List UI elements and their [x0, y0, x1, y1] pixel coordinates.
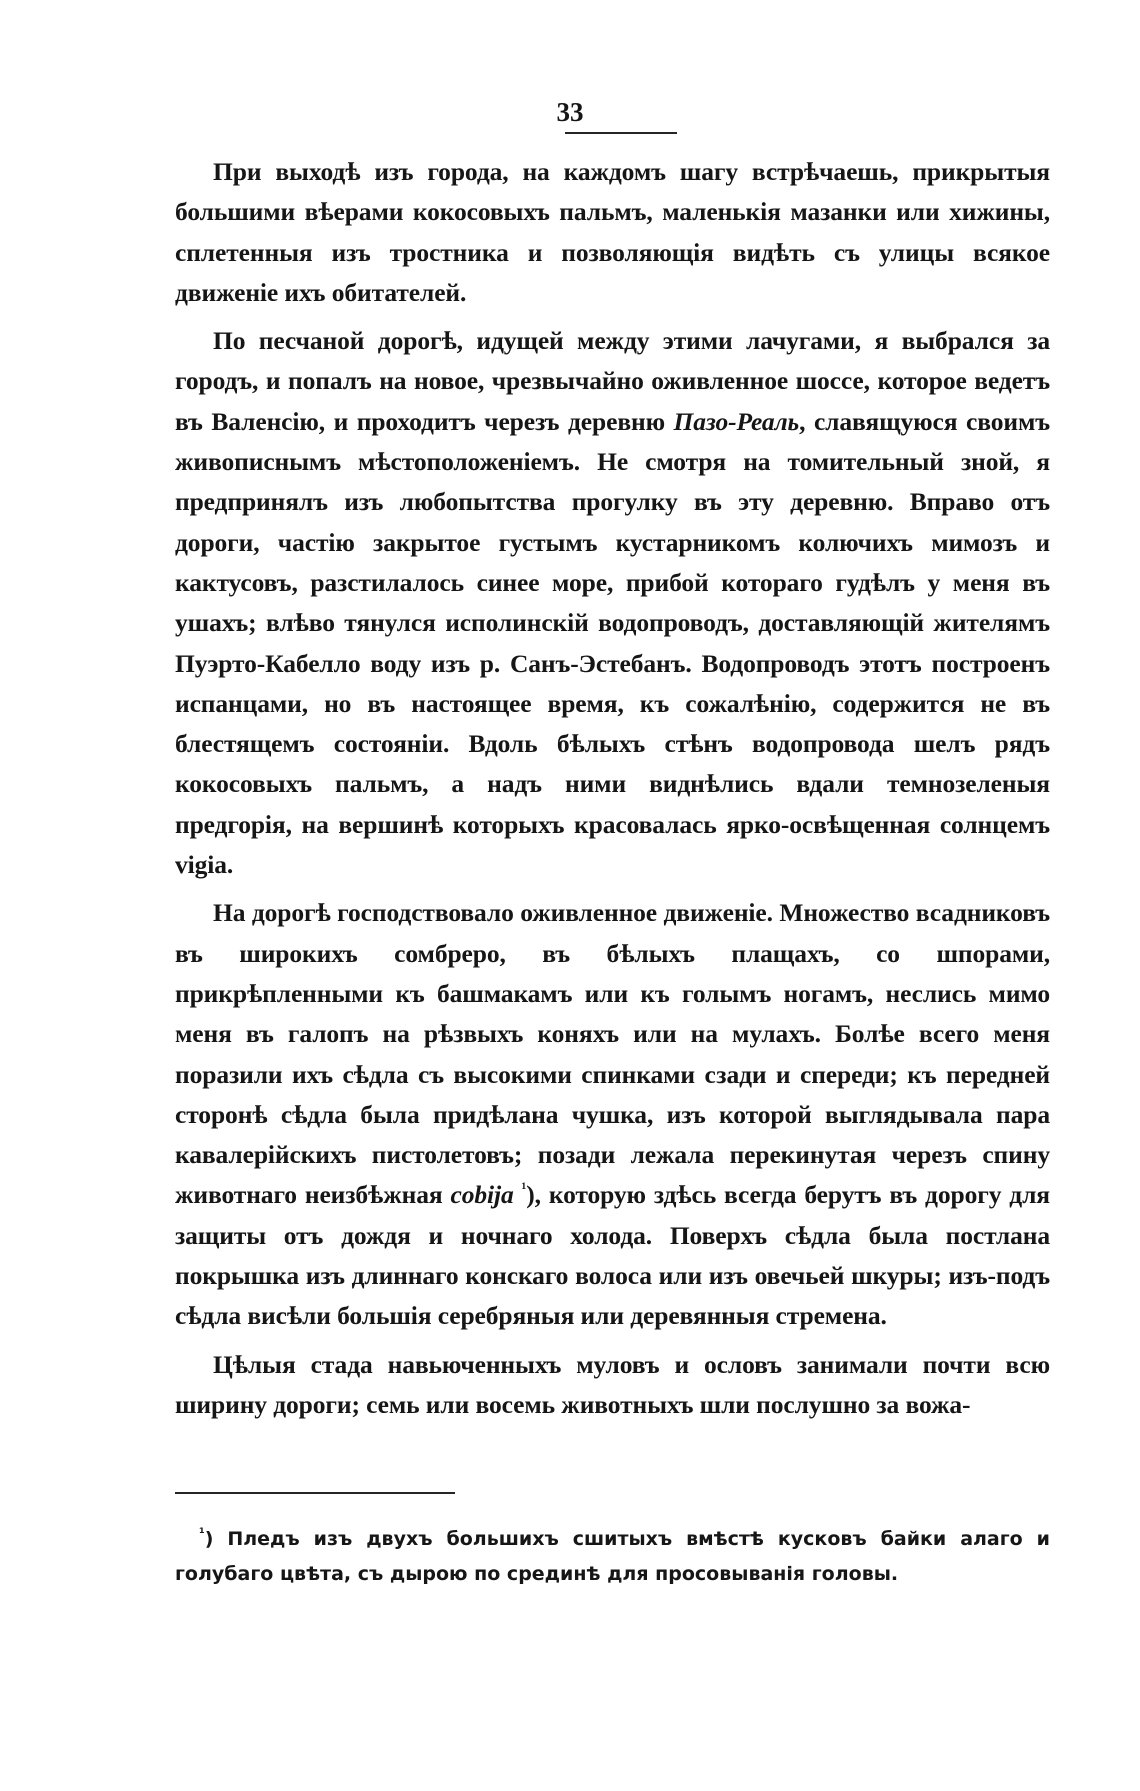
paragraph-2: [175, 321, 1050, 885]
paragraph-2-text-after: , славящуюся своимъ живописнымъ мѣстоположеніемъ. Не смотря на томительный зной, я предпринялъ изъ любопытства прогулку въ эту деревню. Вправо отъ дороги, частію закрытое густымъ кустарникомъ колючихъ мимозъ и кактусовъ, разстилалось синее море, прибой котораго гудѣлъ у меня въ ушахъ; влѣво тянулся исполинскій водопроводъ, доставляющій жителямъ Пуэрто-Кабелло воду изъ р. Санъ-Эстебанъ. Водопроводъ этотъ построенъ испанцами, но въ настоящее время, къ сожалѣнію, содержится не въ блестящемъ состояніи. Вдоль бѣлыхъ стѣнъ водопровода шелъ рядъ кокосовыхъ пальмъ, а надъ ними виднѣлись вдали темнозеленыя предгорія, на вершинѣ которыхъ красовалась ярко-освѣщенная солнцемъ vigia.: [175, 406, 1050, 880]
footnote-reference: ¹: [521, 1180, 527, 1198]
paragraph-1: При выходѣ изъ города, на каждомъ шагу встрѣчаешь, прикрытыя большими вѣерами кокосовыхъ пальмъ, маленькія мазанки или хижины, сплетенныя изъ тростника и позволяющія видѣть съ улицы всякое движеніе ихъ обитателей.: [175, 157, 1050, 307]
term-cobija: cobija: [450, 1180, 514, 1210]
paragraph-4: Цѣлыя стада навьюченныхъ муловъ и ословъ занимали почти всю ширину дороги; семь или восемь животныхъ шли послушно за вожа-: [175, 1349, 1050, 1419]
paragraph-2-text-before: По песчаной дорогѣ, идущей между этими лачугами, я выбрался за городъ, и попалъ на новое, чрезвычайно оживленное шоссе, которое ведетъ въ Валенсію, и проходитъ черезъ деревню: [175, 326, 1050, 436]
footnote-rule: [175, 1492, 455, 1494]
body-text: [175, 152, 1050, 1425]
footnote-mark: ¹: [199, 1526, 205, 1542]
place-name-pazo-real: Пазо-Реаль: [673, 406, 800, 436]
footnote-text: ) Пледъ изъ двухъ большихъ сшитыхъ вмѣстѣ кусковъ байки алаго и голубаго цвѣта, съ дырою по срединѣ для просовыванія головы.: [175, 1528, 1050, 1585]
paragraph-3-text-before: На дорогѣ господствовало оживленное движеніе. Множество всадниковъ въ широкихъ сомбреро, въ бѣлыхъ плащахъ, со шпорами, прикрѣпленными къ башмакамъ или къ голымъ ногамъ, неслись мимо меня въ галопъ на рѣзвыхъ коняхъ или на мулахъ. Болѣе всего меня поразили ихъ сѣдла съ высокими спинками сзади и спереди; къ передней сторонѣ сѣдла была придѣлана чушка, изъ которой выглядывала пара кавалерійскихъ пистолетовъ; позади лежала перекинутая черезъ спину животнаго неизбѣжная: [175, 898, 1050, 1210]
page-number: 33: [556, 97, 584, 127]
paragraph-3: [175, 893, 1050, 1336]
footnote: [175, 1522, 1050, 1592]
header-rule: [565, 132, 677, 134]
paragraph-3-text-after: ), которую здѣсь всегда берутъ въ дорогу для защиты отъ дождя и ночнаго холода. Поверхъ сѣдла была постлана покрышка изъ длиннаго конскаго волоса или изъ овечьей шкуры; изъ-подъ сѣдла висѣли большія серебряныя или деревянныя стремена.: [175, 1180, 1050, 1331]
